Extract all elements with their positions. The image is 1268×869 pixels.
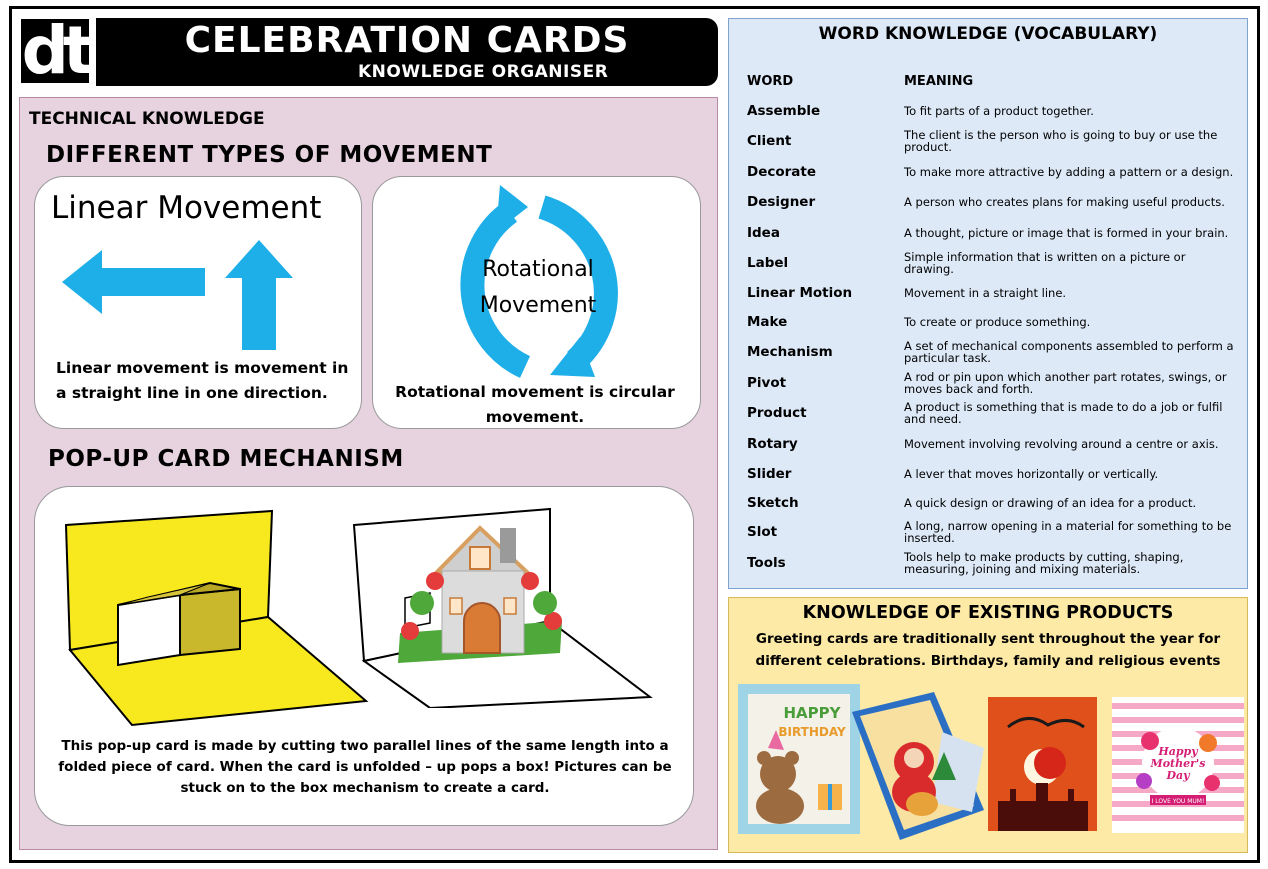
- rotational-title-line-2: Movement: [479, 293, 597, 318]
- vocabulary-meaning: A product is something that is made to do a job or fulfil and need.: [904, 400, 1223, 426]
- vocabulary-row: [747, 517, 1237, 547]
- vocabulary-word-header: WORD: [747, 74, 794, 89]
- vocabulary-row: [747, 96, 1237, 126]
- vocabulary-row: [747, 218, 1237, 248]
- vocabulary-row: [747, 488, 1237, 518]
- linear-movement-title: Linear Movement: [51, 190, 322, 226]
- vocabulary-meaning: Movement involving revolving around a centre or axis.: [904, 437, 1219, 451]
- vocabulary-row: [747, 278, 1237, 308]
- vocabulary-word: Make: [747, 314, 788, 330]
- existing-products-title: KNOWLEDGE OF EXISTING PRODUCTS: [802, 603, 1174, 623]
- vocabulary-word: Label: [747, 255, 789, 271]
- vocabulary-word: Slot: [747, 524, 778, 540]
- vocabulary-meaning: A long, narrow opening in a material for something to be inserted.: [904, 519, 1232, 545]
- mothers-card-day-text: Day: [1166, 769, 1190, 782]
- vocabulary-meaning-header: MEANING: [904, 74, 974, 89]
- up-arrow-icon: [225, 240, 293, 350]
- mothers-card-mothers-text: Mother's: [1150, 757, 1206, 770]
- christmas-card-image: [852, 692, 984, 840]
- title-bar: [96, 18, 718, 86]
- vocabulary-row: [747, 459, 1237, 489]
- eid-card-image: [988, 697, 1097, 831]
- page-title: CELEBRATION CARDS: [184, 20, 630, 61]
- vocabulary-row: [747, 429, 1237, 459]
- vocabulary-row: [747, 368, 1237, 398]
- vocabulary-word: Sketch: [747, 495, 799, 511]
- rotational-movement-description: Rotational movement is circular movement.: [395, 383, 675, 426]
- vocabulary-meaning: A set of mechanical components assembled to perform a particular task.: [904, 339, 1234, 365]
- birthday-card-image: [738, 684, 860, 834]
- vocabulary-meaning: A lever that moves horizontally or vertically.: [904, 467, 1159, 481]
- vocabulary-meaning: Movement in a straight line.: [904, 286, 1067, 300]
- technical-knowledge-label: TECHNICAL KNOWLEDGE: [29, 109, 265, 129]
- mothers-card-happy-text: Happy: [1158, 745, 1198, 758]
- vocabulary-word: Slider: [747, 466, 792, 482]
- dt-logo: [19, 17, 91, 85]
- vocabulary-meaning: Tools help to make products by cutting, shaping, measuring, joining and mixing materials.: [904, 550, 1184, 576]
- vocabulary-meaning: Simple information that is written on a picture or drawing.: [904, 250, 1186, 276]
- vocabulary-row: [747, 548, 1237, 578]
- vocabulary-row: [747, 248, 1237, 278]
- left-arrow-icon: [62, 250, 205, 314]
- vocabulary-word: Pivot: [747, 375, 787, 391]
- vocabulary-word: Tools: [747, 555, 786, 571]
- vocabulary-row: [747, 157, 1237, 187]
- logo-text: dt: [21, 17, 89, 85]
- vocabulary-word: Linear Motion: [747, 285, 853, 301]
- vocabulary-row: [747, 126, 1237, 156]
- linear-movement-description: Linear movement is movement in a straight line in one direction.: [56, 359, 349, 402]
- popup-box-card-illustration: [60, 505, 370, 730]
- popup-mechanism-description: This pop-up card is made by cutting two parallel lines of the same length into a folded piece of card. When the card is unfolded – up pops a box! Pictures can be stuck on to the box mechanism to create a card.: [58, 738, 672, 796]
- rotational-movement-title: [468, 252, 608, 324]
- mothers-card-love-text: I LOVE YOU MUM!: [1151, 798, 1205, 805]
- vocabulary-row: [747, 187, 1237, 217]
- page-subtitle: KNOWLEDGE ORGANISER: [358, 62, 609, 82]
- mothers-day-card-image: [1112, 697, 1244, 833]
- vocabulary-word: Client: [747, 133, 792, 149]
- vocabulary-row: [747, 398, 1237, 428]
- popup-mechanism-heading: POP-UP CARD MECHANISM: [48, 446, 404, 472]
- vocabulary-meaning: A person who creates plans for making useful products.: [904, 195, 1225, 209]
- birthday-card-happy-text: HAPPY: [783, 704, 841, 722]
- vocabulary-word: Designer: [747, 194, 816, 210]
- vocabulary-row: [747, 307, 1237, 337]
- existing-products-description: Greeting cards are traditionally sent throughout the year for different celebrations. Birthdays, family and religious events: [755, 631, 1221, 669]
- birthday-card-birthday-text: BIRTHDAY: [778, 725, 846, 739]
- vocabulary-meaning: To fit parts of a product together.: [904, 104, 1094, 118]
- popup-house-card-illustration: [350, 503, 660, 708]
- rotational-title-line-1: Rotational: [482, 257, 594, 282]
- movement-types-heading: DIFFERENT TYPES OF MOVEMENT: [46, 142, 493, 168]
- vocabulary-meaning: A quick design or drawing of an idea for a product.: [904, 496, 1197, 510]
- vocabulary-meaning: The client is the person who is going to buy or use the product.: [904, 128, 1218, 154]
- vocabulary-word: Assemble: [747, 103, 821, 119]
- vocabulary-row: [747, 337, 1237, 367]
- vocabulary-word: Idea: [747, 225, 780, 241]
- vocabulary-word: Rotary: [747, 436, 798, 452]
- vocabulary-meaning: To create or produce something.: [904, 315, 1091, 329]
- vocabulary-meaning: To make more attractive by adding a pattern or a design.: [904, 165, 1234, 179]
- vocabulary-word: Decorate: [747, 164, 817, 180]
- linear-arrows-icon: [62, 240, 298, 350]
- vocabulary-meaning: A thought, picture or image that is formed in your brain.: [904, 226, 1229, 240]
- vocabulary-word: Mechanism: [747, 344, 833, 360]
- vocabulary-word: Product: [747, 405, 807, 421]
- vocabulary-title: WORD KNOWLEDGE (VOCABULARY): [818, 24, 1158, 44]
- vocabulary-meaning: A rod or pin upon which another part rotates, swings, or moves back and forth.: [904, 370, 1227, 396]
